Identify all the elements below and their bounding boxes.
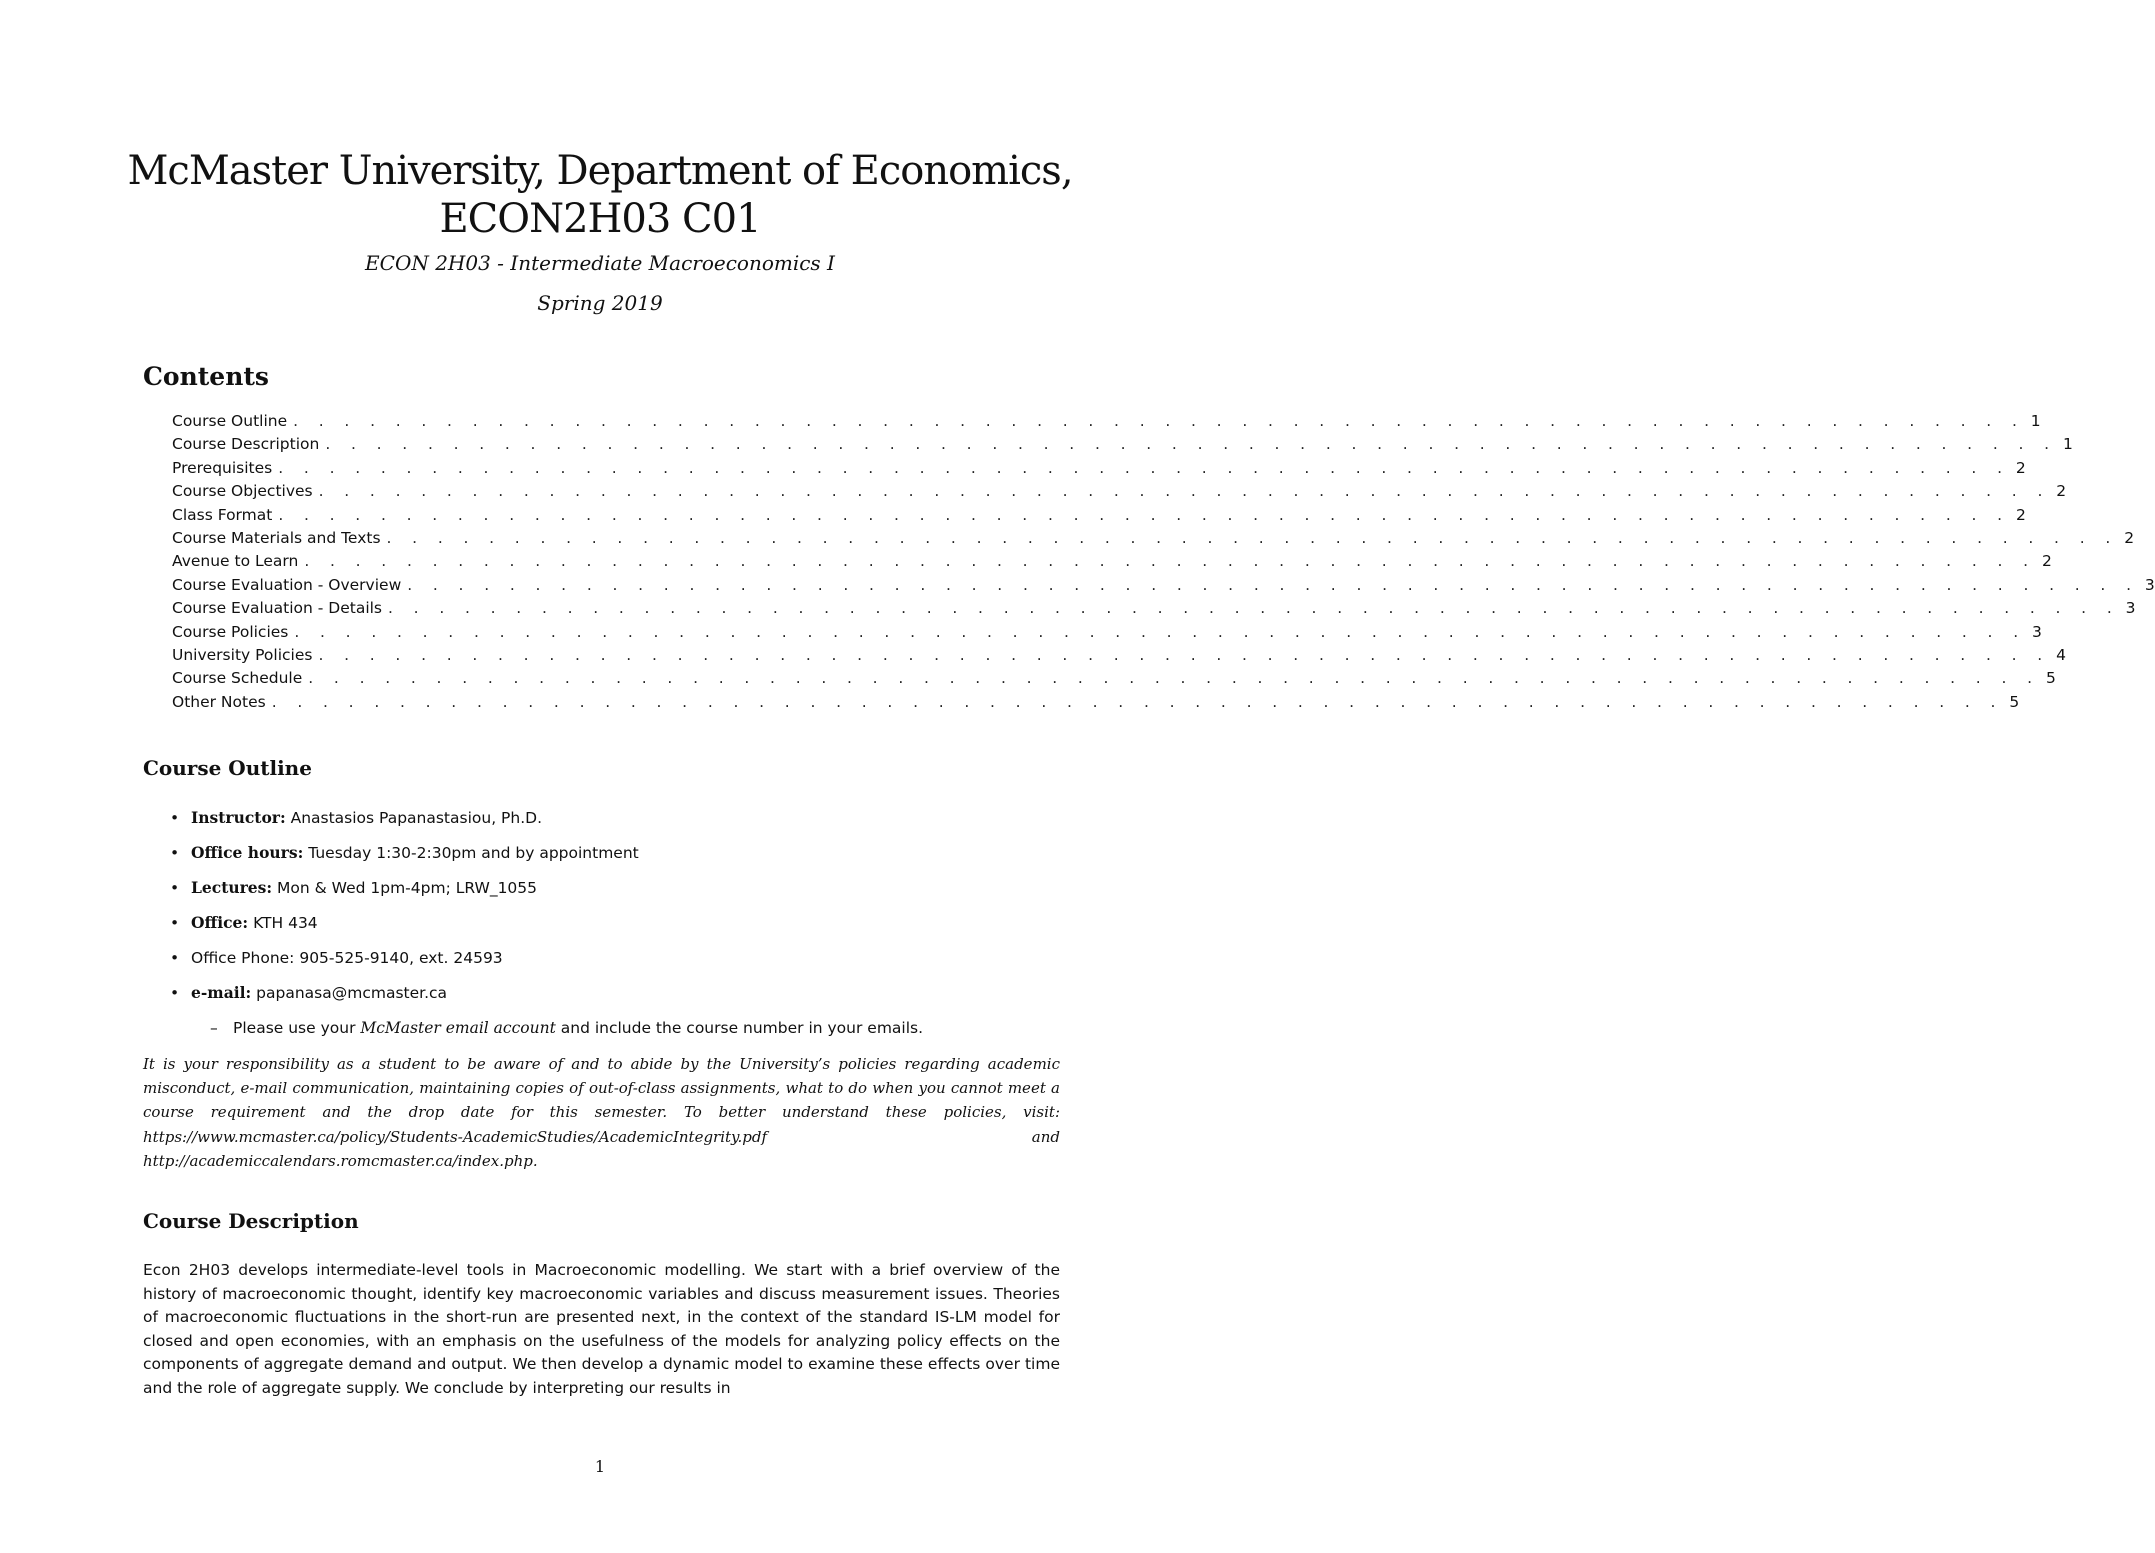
toc-entry[interactable] xyxy=(172,667,2056,690)
instructor-value: Anastasios Papanastasiou, Ph.D. xyxy=(285,809,543,827)
toc-leader-dots: . . . . . . . . . . . . . . . . . . . . . . . . . . . . . . . . . . . . . . . . . . . . . . . . . . . . . . . . . . . . . . . . . . . . xyxy=(388,599,2120,618)
toc-entry[interactable] xyxy=(172,433,2073,456)
toc-entry-label: Avenue to Learn xyxy=(172,550,304,573)
toc-entry[interactable] xyxy=(172,597,2136,620)
toc-entry-page: 1 xyxy=(2030,412,2041,430)
course-outline-heading: Course Outline xyxy=(143,756,312,780)
toc-entry-page: 4 xyxy=(2056,645,2066,664)
toc-entry-label: Course Schedule xyxy=(172,667,308,690)
toc-entry-label: University Policies xyxy=(172,644,318,667)
list-item-office-phone xyxy=(170,944,1070,979)
contents-heading: Contents xyxy=(143,362,270,391)
toc-entry[interactable] xyxy=(172,691,2020,714)
toc-entry[interactable] xyxy=(172,527,2135,550)
lectures-label: Lectures: xyxy=(191,878,273,897)
toc-leader-dots: . . . . . . . . . . . . . . . . . . . . . . . . . . . . . . . . . . . . . . . . . . . . . . . . . . . . . . . . . . . . . . . . . . . . xyxy=(318,482,2051,501)
toc-entry-page: 5 xyxy=(2045,669,2056,688)
instructor-label: Instructor: xyxy=(191,808,286,827)
toc-entry-label: Course Description xyxy=(172,433,325,456)
toc-entry-page: 3 xyxy=(2125,599,2136,618)
toc-entry-page: 2 xyxy=(2015,505,2026,524)
toc-entry-label: Other Notes xyxy=(172,691,272,714)
toc-leader-dots: . . . . . . . . . . . . . . . . . . . . . . . . . . . . . . . . . . . . . . . . . . . . . . . . . . . . . . . . . . . . . . . . . . . . xyxy=(278,505,2010,524)
policy-notice: It is your responsibility as a student to be aware of and to abide by the University’s policies regarding academic misconduct, e-mail communication, maintaining copies of out-of-class assignments, what to do when you cannot meet a course requirement and the drop date for this semester. To better understand these policies, visit: https://www.mcmaster.ca/policy/Students-AcademicStudies/AcademicIntegrity.pdf and http://academiccalendars.romcmaster.ca/index.php. xyxy=(143,1055,1060,1170)
toc-leader-dots: . . . . . . . . . . . . . . . . . . . . . . . . . . . . . . . . . . . . . . . . . . . . . . . . . . . . . . . . . . . . . . . . . . . . xyxy=(304,552,2036,571)
office-hours-value: Tuesday 1:30-2:30pm and by appointment xyxy=(303,844,639,862)
list-item-email xyxy=(170,979,1070,1014)
course-name: ECON 2H03 - Intermediate Macroeconomics I xyxy=(365,251,835,275)
toc-leader-dots: . . . . . . . . . . . . . . . . . . . . . . . . . . . . . . . . . . . . . . . . . . . . . . . . . . . . . . . . . . . . . . . . . . . . xyxy=(386,528,2119,547)
document-title-line-2: ECON2H03 C01 xyxy=(439,196,761,242)
course-outline-list xyxy=(170,804,1070,1049)
list-item-office-hours xyxy=(170,839,1070,874)
toc-entry-label: Course Objectives xyxy=(172,480,319,503)
table-of-contents xyxy=(172,410,2155,714)
toc-entry[interactable] xyxy=(172,621,2042,644)
toc-entry-page: 2 xyxy=(2056,482,2067,501)
toc-leader-dots: . . . . . . . . . . . . . . . . . . . . . . . . . . . . . . . . . . . . . . . . . . . . . . . . . . . . . . . . . . . . . . . . . . . . xyxy=(294,622,2027,641)
toc-leader-dots: . . . . . . . . . . . . . . . . . . . . . . . . . . . . . . . . . . . . . . . . . . . . . . . . . . . . . . . . . . . . . . . . . . . . xyxy=(271,692,2004,711)
toc-entry-page: 2 xyxy=(2015,458,2026,477)
toc-entry[interactable] xyxy=(172,644,2066,667)
toc-entry-label: Course Materials and Texts xyxy=(172,527,387,550)
office-phone-text: Office Phone: 905-525-9140, ext. 24593 xyxy=(191,949,503,967)
office-hours-label: Office hours: xyxy=(191,843,304,862)
course-description-body: Econ 2H03 develops intermediate-level tools in Macroeconomic modelling. We start with a brief overview of the history of macroeconomic thought, identify key macroeconomic variables and discuss measurement issues. Theories of macroeconomic fluctuations in the short-run are presented next, in the context of the standard IS-LM model for closed and open economies, with an emphasis on the usefulness of the models for analyzing policy effects on the components of aggregate demand and output. We then develop a dynamic model to examine these effects over time and the role of aggregate supply. We conclude by interpreting our results in xyxy=(143,1261,1060,1397)
email-note-emphasis: McMaster email account xyxy=(360,1019,556,1037)
toc-entry[interactable] xyxy=(172,410,2041,433)
list-item-lectures xyxy=(170,874,1070,909)
document-title-line-1: McMaster University, Department of Economics, xyxy=(127,148,1073,194)
course-description-heading: Course Description xyxy=(143,1209,359,1233)
toc-entry-page: 1 xyxy=(2062,435,2073,454)
email-note-post: and include the course number in your emails. xyxy=(555,1019,924,1037)
toc-leader-dots: . . . . . . . . . . . . . . . . . . . . . . . . . . . . . . . . . . . . . . . . . . . . . . . . . . . . . . . . . . . . . . . . . . . . xyxy=(308,669,2040,688)
toc-leader-dots: . . . . . . . . . . . . . . . . . . . . . . . . . . . . . . . . . . . . . . . . . . . . . . . . . . . . . . . . . . . . . . . . . . . . xyxy=(407,575,2139,594)
email-value[interactable]: papanasa@mcmaster.ca xyxy=(251,984,448,1002)
toc-entry-page: 3 xyxy=(2032,622,2042,641)
office-value: KTH 434 xyxy=(248,914,318,932)
toc-entry-label: Course Policies xyxy=(172,621,294,644)
toc-entry[interactable] xyxy=(172,480,2067,503)
toc-entry-page: 2 xyxy=(2124,528,2135,547)
toc-leader-dots: . . . . . . . . . . . . . . . . . . . . . . . . . . . . . . . . . . . . . . . . . . . . . . . . . . . . . . . . . . . . . . . . . . . . xyxy=(325,435,2057,454)
email-label: e-mail: xyxy=(191,983,252,1002)
toc-entry-label: Course Outline xyxy=(172,410,293,433)
list-item-instructor xyxy=(170,804,1070,839)
toc-entry-page: 3 xyxy=(2144,575,2155,594)
toc-leader-dots: . . . . . . . . . . . . . . . . . . . . . . . . . . . . . . . . . . . . . . . . . . . . . . . . . . . . . . . . . . . . . . . . . . . . xyxy=(318,645,2051,664)
toc-entry-label: Prerequisites xyxy=(172,457,278,480)
list-item-office xyxy=(170,909,1070,944)
toc-leader-dots: . . . . . . . . . . . . . . . . . . . . . . . . . . . . . . . . . . . . . . . . . . . . . . . . . . . . . . . . . . . . . . . . . . . . xyxy=(293,412,2025,430)
toc-entry-page: 2 xyxy=(2041,552,2052,571)
toc-entry-label: Class Format xyxy=(172,504,278,527)
email-note xyxy=(170,1014,1070,1049)
toc-entry[interactable] xyxy=(172,457,2026,480)
lectures-value: Mon & Wed 1pm-4pm; LRW_1055 xyxy=(272,879,538,897)
page-number: 1 xyxy=(594,1457,606,1476)
toc-entry[interactable] xyxy=(172,550,2052,573)
term: Spring 2019 xyxy=(537,291,663,315)
toc-entry[interactable] xyxy=(172,574,2155,597)
toc-entry-page: 5 xyxy=(2009,692,2020,711)
toc-leader-dots: . . . . . . . . . . . . . . . . . . . . . . . . . . . . . . . . . . . . . . . . . . . . . . . . . . . . . . . . . . . . . . . . . . . . xyxy=(278,458,2010,477)
toc-entry-label: Course Evaluation - Details xyxy=(172,597,388,620)
office-label: Office: xyxy=(191,913,249,932)
toc-entry[interactable] xyxy=(172,504,2026,527)
email-note-pre: Please use your xyxy=(233,1019,361,1037)
toc-entry-label: Course Evaluation - Overview xyxy=(172,574,407,597)
